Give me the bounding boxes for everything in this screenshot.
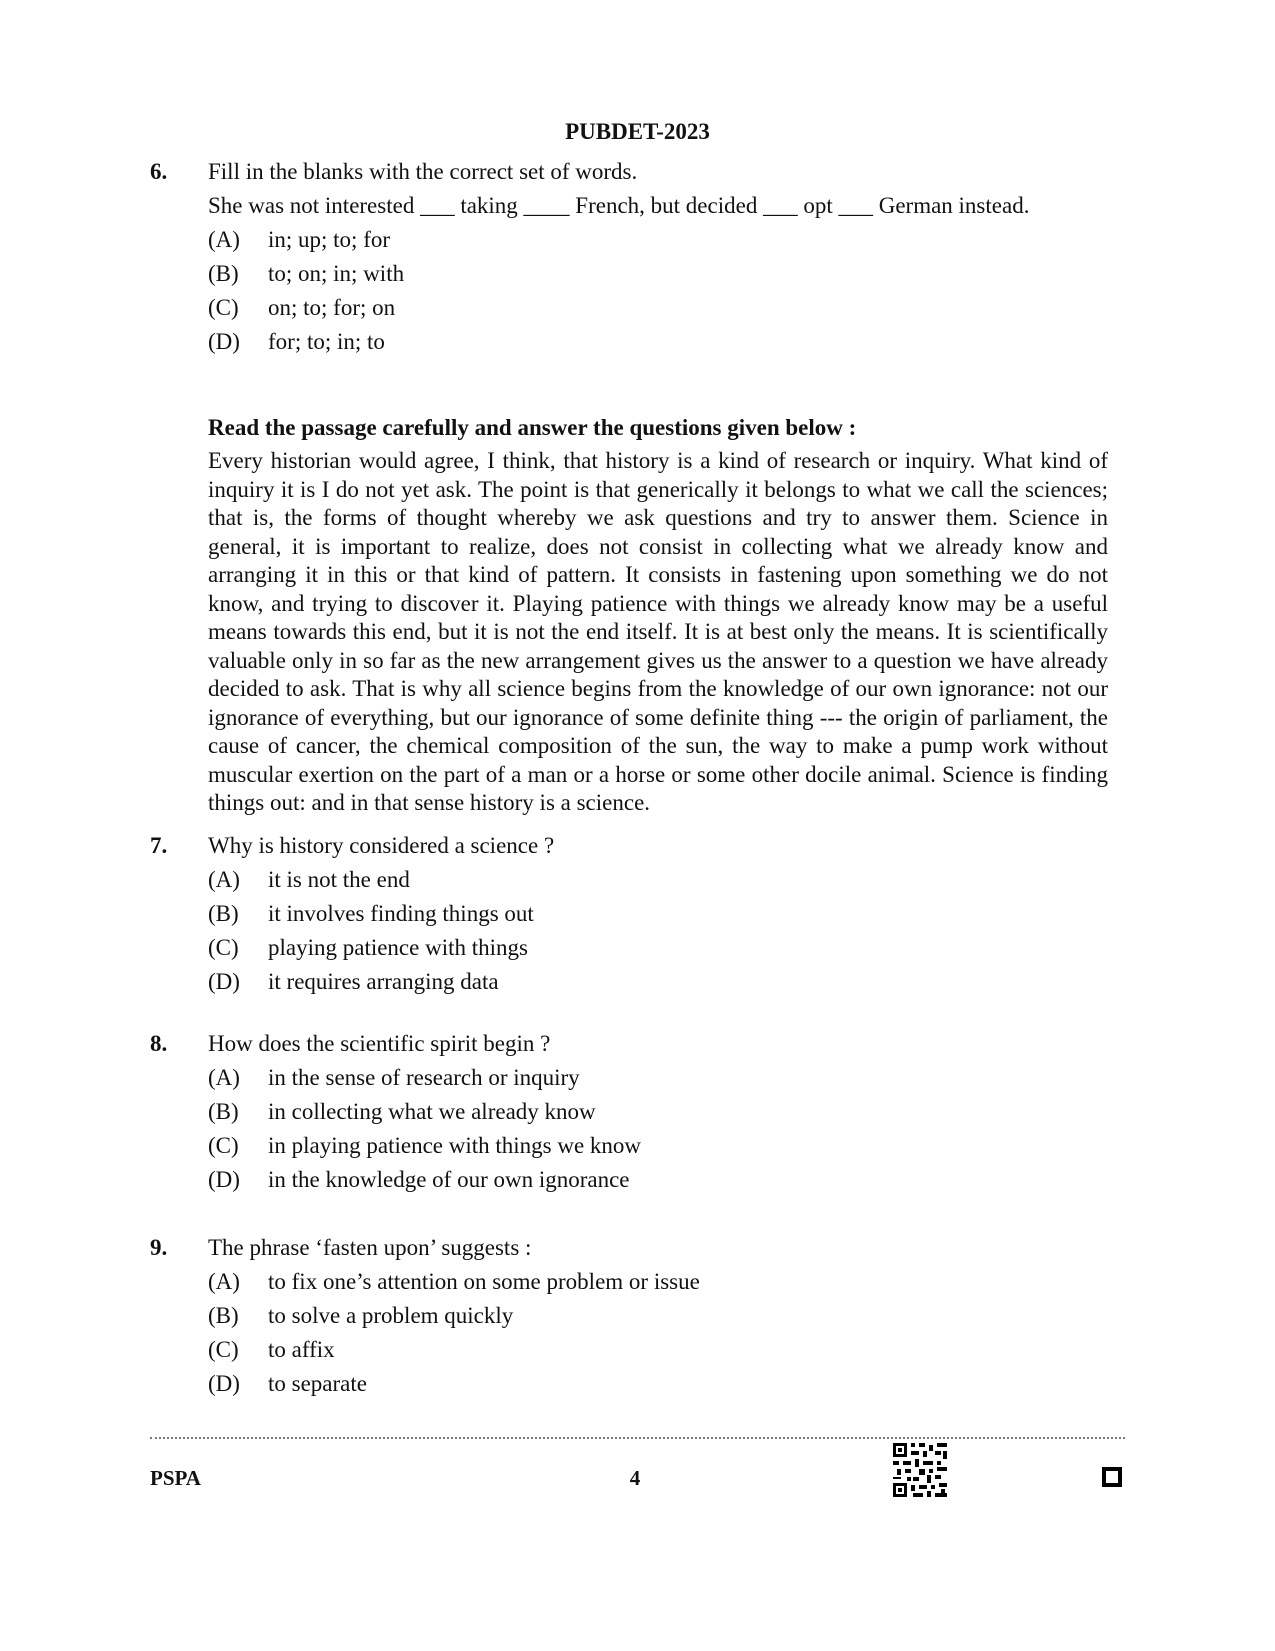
option-text: in; up; to; for (268, 227, 391, 252)
option-letter: (C) (208, 1133, 239, 1158)
passage-text: Every historian would agree, I think, that history is a kind of research or inquiry. What kind of inquiry it is I do not yet ask. The point is that generically it belongs to what we call the sciences; that is, the forms of thought whereby we ask questions and try to answer them. Science in general, it is important to realize, does not consist in collecting what we already know and arranging it in this or that kind of pattern. It consists in fastening upon something we do not know, and trying to discover it. Playing patience with things we already know may be a useful means towards this end, but it is not the end itself. It is at best only the means. It is scientifically valuable only in so far as the new arrangement gives us the answer to a question we have already decided to ask. That is why all science begins from the knowledge of our own ignorance: not our ignorance of everything, but our ignorance of some definite thing --- the origin of parliament, the cause of cancer, the chemical composition of the sun, the way to make a pump work without muscular exertion on the part of a man or a horse or some other docile animal. Science is finding things out: and in that sense history is a science. (208, 448, 1108, 815)
option-text: to solve a problem quickly (268, 1303, 514, 1328)
question-number: 7. (150, 833, 168, 858)
option-letter: (A) (208, 1065, 240, 1090)
question-6 (150, 155, 1110, 359)
option-letter: (D) (208, 329, 240, 354)
option-letter: (C) (208, 1337, 239, 1362)
option-c[interactable] (208, 1333, 1110, 1367)
option-c[interactable] (208, 931, 1110, 965)
option-a[interactable] (208, 1061, 1110, 1095)
option-letter: (B) (208, 1303, 239, 1328)
option-letter: (D) (208, 969, 240, 994)
option-b[interactable] (208, 1299, 1110, 1333)
option-text: in collecting what we already know (268, 1099, 596, 1124)
option-letter: (C) (208, 295, 239, 320)
option-d[interactable] (208, 965, 1110, 999)
option-text: to fix one’s attention on some problem or issue (268, 1269, 700, 1294)
option-text: playing patience with things (268, 935, 528, 960)
option-b[interactable] (208, 257, 1110, 291)
option-text: in the sense of research or inquiry (268, 1065, 580, 1090)
question-number: 6. (150, 159, 168, 184)
option-text: in the knowledge of our own ignorance (268, 1167, 630, 1192)
option-letter: (A) (208, 867, 240, 892)
page-number: 4 (629, 1466, 641, 1490)
passage-heading: Read the passage carefully and answer the questions given below : (208, 415, 857, 440)
option-b[interactable] (208, 897, 1110, 931)
option-c[interactable] (208, 1129, 1110, 1163)
question-7 (150, 829, 1110, 999)
option-a[interactable] (208, 223, 1110, 257)
question-stem: How does the scientific spirit begin ? (208, 1031, 551, 1056)
option-letter: (A) (208, 1269, 240, 1294)
question-9 (150, 1231, 1110, 1401)
option-letter: (A) (208, 227, 240, 252)
question-number: 9. (150, 1235, 168, 1260)
question-stem: The phrase ‘fasten upon’ suggests : (208, 1235, 532, 1260)
option-a[interactable] (208, 1265, 1110, 1299)
option-text: for; to; in; to (268, 329, 385, 354)
option-text: on; to; for; on (268, 295, 396, 320)
option-text: to separate (268, 1371, 367, 1396)
question-stem-sentence: She was not interested ___ taking ____ French, but decided ___ opt ___ German instead. (208, 193, 1030, 218)
option-letter: (D) (208, 1371, 240, 1396)
option-text: it requires arranging data (268, 969, 499, 994)
question-stem: Fill in the blanks with the correct set of words. (208, 159, 638, 184)
option-d[interactable] (208, 1163, 1110, 1197)
option-a[interactable] (208, 863, 1110, 897)
square-marker-icon (1102, 1467, 1122, 1487)
option-text: to affix (268, 1337, 335, 1362)
option-letter: (B) (208, 901, 239, 926)
option-text: it is not the end (268, 867, 410, 892)
footer-divider (150, 1437, 1125, 1439)
option-d[interactable] (208, 1367, 1110, 1401)
question-stem: Why is history considered a science ? (208, 833, 555, 858)
option-d[interactable] (208, 325, 1110, 359)
question-8 (150, 1027, 1110, 1197)
option-letter: (D) (208, 1167, 240, 1192)
option-text: it involves finding things out (268, 901, 534, 926)
option-letter: (C) (208, 935, 239, 960)
question-number: 8. (150, 1031, 168, 1056)
footer-code: PSPA (150, 1466, 201, 1490)
option-c[interactable] (208, 291, 1110, 325)
option-b[interactable] (208, 1095, 1110, 1129)
option-text: to; on; in; with (268, 261, 405, 286)
page-title: PUBDET-2023 (565, 119, 710, 144)
option-text: in playing patience with things we know (268, 1133, 642, 1158)
option-letter: (B) (208, 261, 239, 286)
option-letter: (B) (208, 1099, 239, 1124)
qr-code-icon (893, 1443, 947, 1497)
